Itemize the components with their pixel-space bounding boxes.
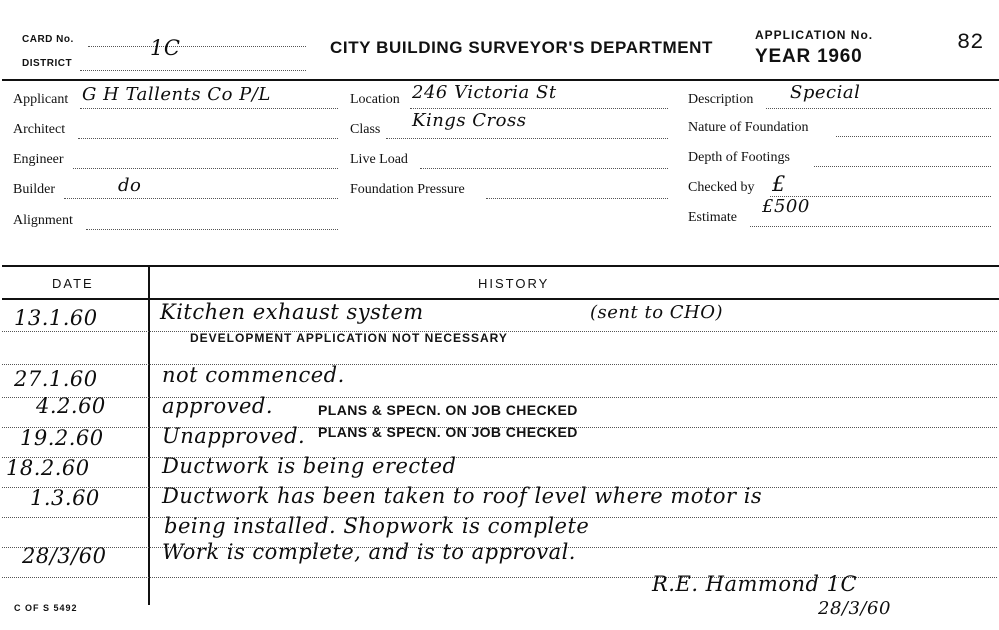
history-date: 4.2.60 bbox=[36, 394, 106, 418]
builder-label: Builder bbox=[13, 182, 55, 197]
history-text: Ductwork has been taken to roof level where motor is bbox=[162, 484, 763, 508]
history-text: being installed. Shopwork is complete bbox=[164, 514, 590, 538]
history-date: 18.2.60 bbox=[6, 456, 90, 480]
class-value: Kings Cross bbox=[412, 110, 527, 131]
district-label: DISTRICT bbox=[22, 58, 73, 69]
year-label: YEAR 1960 bbox=[755, 46, 863, 67]
history-date: 27.1.60 bbox=[14, 367, 98, 391]
history-text: Work is complete, and is to approval. bbox=[162, 540, 576, 564]
history-extra-note: (sent to CHO) bbox=[590, 302, 724, 323]
form-code: C OF S 5492 bbox=[14, 603, 78, 613]
history-stamp: PLANS & SPECN. ON JOB CHECKED bbox=[318, 424, 578, 440]
estimate-label: Estimate bbox=[688, 210, 737, 225]
engineer-label: Engineer bbox=[13, 152, 64, 167]
checked-by-value: £ bbox=[772, 172, 786, 196]
history-header-rule bbox=[2, 298, 999, 300]
history-text: not commenced. bbox=[162, 363, 345, 387]
applicant-value: G H Tallents Co P/L bbox=[82, 84, 271, 105]
history-top-rule bbox=[2, 265, 999, 267]
architect-label: Architect bbox=[13, 122, 66, 137]
application-no-label: APPLICATION No. bbox=[755, 28, 874, 42]
history-date: 19.2.60 bbox=[20, 426, 104, 450]
description-value: Special bbox=[790, 82, 861, 103]
history-column-header: HISTORY bbox=[478, 276, 550, 291]
location-label: Location bbox=[350, 92, 400, 107]
history-date: 1.3.60 bbox=[30, 486, 100, 510]
foundation-pressure-label: Foundation Pressure bbox=[350, 182, 465, 197]
card-no-label: CARD No. bbox=[22, 34, 74, 45]
date-column-divider bbox=[148, 265, 150, 605]
history-text: Ductwork is being erected bbox=[162, 454, 457, 478]
signature: R.E. Hammond 1C bbox=[652, 572, 858, 596]
estimate-value: £500 bbox=[762, 196, 810, 217]
alignment-label: Alignment bbox=[13, 213, 73, 228]
history-text: approved. bbox=[162, 394, 273, 418]
card-no-value: 1C bbox=[150, 36, 181, 60]
department-title: CITY BUILDING SURVEYOR'S DEPARTMENT bbox=[330, 38, 714, 57]
signature-date: 28/3/60 bbox=[818, 598, 891, 619]
live-load-label: Live Load bbox=[350, 152, 408, 167]
history-stamp: PLANS & SPECN. ON JOB CHECKED bbox=[318, 402, 578, 418]
class-label: Class bbox=[350, 122, 381, 137]
location-value: 246 Victoria St bbox=[412, 82, 557, 103]
header-rule bbox=[2, 79, 999, 81]
history-text: Kitchen exhaust system bbox=[160, 300, 424, 324]
history-text: Unapproved. bbox=[162, 424, 306, 448]
description-label: Description bbox=[688, 92, 754, 107]
card-number: 82 bbox=[957, 30, 984, 55]
depth-of-footings-label: Depth of Footings bbox=[688, 150, 790, 165]
applicant-label: Applicant bbox=[13, 92, 69, 107]
nature-of-foundation-label: Nature of Foundation bbox=[688, 120, 809, 135]
builder-value: do bbox=[118, 175, 142, 196]
history-date: 28/3/60 bbox=[22, 544, 107, 568]
history-date: 13.1.60 bbox=[14, 306, 98, 330]
checked-by-label: Checked by bbox=[688, 180, 755, 195]
history-stamp: DEVELOPMENT APPLICATION NOT NECESSARY bbox=[190, 331, 508, 345]
date-column-header: DATE bbox=[52, 276, 94, 291]
